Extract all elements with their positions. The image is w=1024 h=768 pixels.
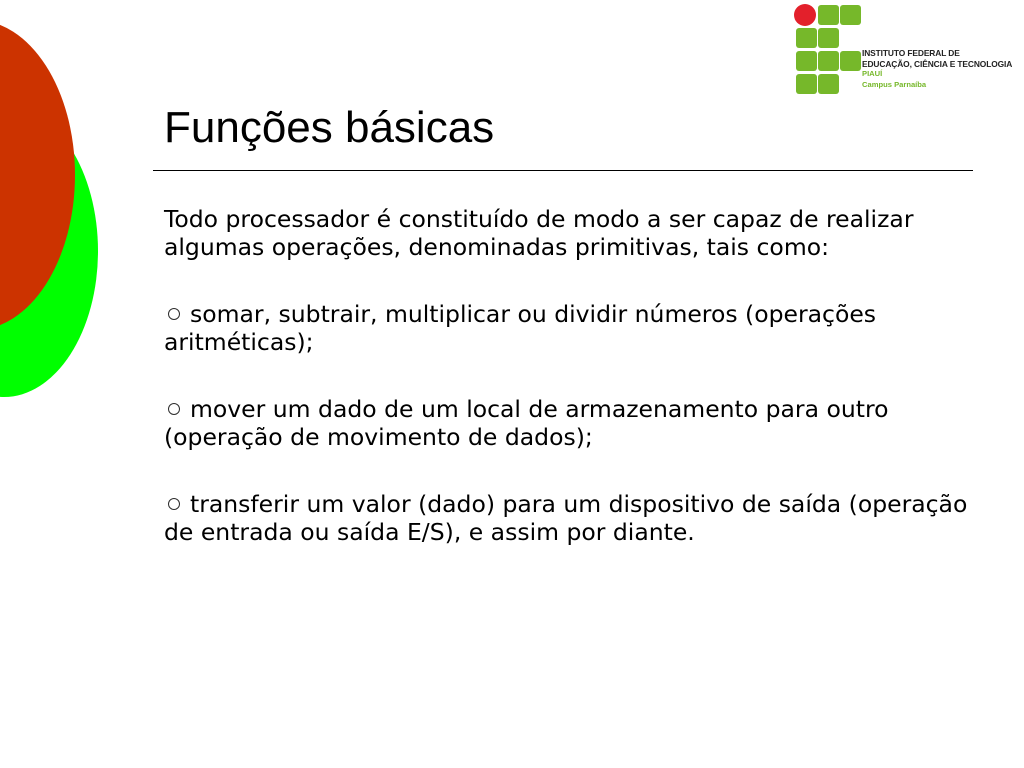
logo-square [840, 51, 861, 71]
bullet-item [164, 491, 974, 546]
bullet-item [164, 301, 974, 356]
logo-line-3: PIAUÍ [862, 69, 883, 78]
logo-square [818, 5, 839, 25]
logo-square [818, 28, 839, 48]
logo-grid-icon [794, 4, 864, 96]
logo-square [818, 74, 839, 94]
logo-square [818, 51, 839, 71]
bullet-text: somar, subtrair, multiplicar ou dividir números (operações aritméticas); [164, 300, 877, 356]
logo-square [796, 51, 817, 71]
hollow-circle-bullet-icon [168, 403, 180, 415]
logo-text [862, 48, 1012, 90]
intro-paragraph: Todo processador é constituído de modo a ser capaz de realizar algumas operações, denominadas primitivas, tais como: [164, 205, 914, 261]
logo-line-4: Campus Parnaíba [862, 79, 927, 89]
institution-logo [794, 4, 1024, 96]
logo-square [796, 28, 817, 48]
bullet-text: mover um dado de um local de armazenamento para outro (operação de movimento de dados); [164, 395, 889, 451]
logo-line-2: EDUCAÇÃO, CIÊNCIA E TECNOLOGIA [862, 58, 1013, 69]
title-divider [153, 170, 973, 171]
slide-title: Funções básicas [164, 103, 495, 152]
logo-red-dot [794, 4, 816, 26]
logo-square [840, 5, 861, 25]
bullet-item [164, 396, 974, 451]
hollow-circle-bullet-icon [168, 498, 180, 510]
logo-square [796, 74, 817, 94]
hollow-circle-bullet-icon [168, 308, 180, 320]
bullet-text: transferir um valor (dado) para um dispositivo de saída (operação de entrada ou saída E/S), e assim por diante. [164, 490, 968, 546]
slide-body [164, 206, 974, 586]
logo-line-1: INSTITUTO FEDERAL DE [862, 48, 960, 58]
